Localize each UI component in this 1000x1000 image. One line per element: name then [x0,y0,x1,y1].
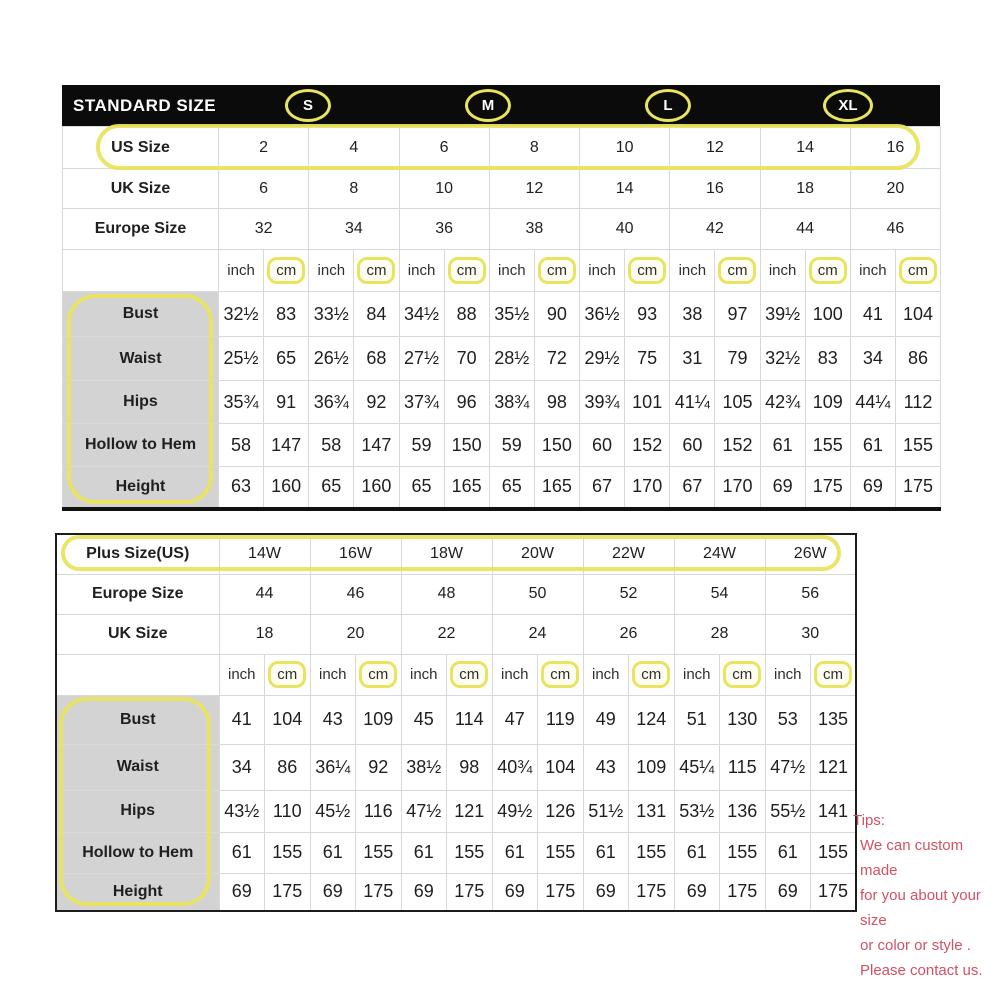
cell-europe-size-5: 42 [670,209,760,250]
cell-bust-10: 51 [674,695,720,744]
cell-height-9: 170 [625,467,670,509]
cell-height-12: 69 [765,873,811,911]
row-label-bust: Bust [56,695,219,744]
cell-hollow-to-hem-15: 155 [895,424,940,467]
cell-europe-size-2: 36 [399,209,489,250]
cell-height-6: 69 [492,873,538,911]
cell-bust-13: 100 [805,292,850,337]
cell-bust-5: 114 [447,695,493,744]
cell-waist-4: 38½ [401,744,447,790]
cell-us-size-7: 16 [850,127,940,169]
row-label-hips: Hips [56,790,219,832]
cell-hollow-to-hem-7: 150 [534,424,579,467]
cell-height-14: 69 [850,467,895,509]
highlight-cm-unit: cm [723,661,761,688]
table-row [63,169,941,209]
cell-bust-0: 32½ [219,292,264,337]
cell-hips-10: 41¼ [670,381,715,424]
highlight-cm-unit: cm [541,661,579,688]
cell-waist-7: 104 [538,744,584,790]
cell-uk-size-2: 22 [401,614,492,654]
tips-line: or color or style . [860,937,971,954]
cell-hips-11: 105 [715,381,760,424]
cell-waist-12: 47½ [765,744,811,790]
cell-europe-size-6: 44 [760,209,850,250]
cell-bust-14: 41 [850,292,895,337]
cell-height-10: 67 [670,467,715,509]
table-row [56,790,856,832]
cell-hips-12: 55½ [765,790,811,832]
cell-hollow-to-hem-1: 147 [264,424,309,467]
cell-hollow-to-hem-6: 61 [492,832,538,873]
cell-hollow-to-hem-10: 61 [674,832,720,873]
cell-hollow-to-hem-2: 58 [309,424,354,467]
units-row [56,654,856,695]
cell-bust-3: 84 [354,292,399,337]
tips-lines [853,833,999,983]
cell-hips-0: 35¾ [219,381,264,424]
cell-bust-7: 119 [538,695,584,744]
cell-height-11: 175 [720,873,766,911]
cell-waist-15: 86 [895,337,940,381]
unit-cm-2 [444,250,489,292]
unit-cm-1 [356,654,402,695]
table-row [56,614,856,654]
unit-inch-1: inch [309,250,354,292]
unit-inch-6: inch [760,250,805,292]
unit-cm-0 [265,654,311,695]
cell-bust-2: 33½ [309,292,354,337]
unit-cm-6 [805,250,850,292]
cell-us-size-1: 4 [309,127,399,169]
unit-cm-2 [447,654,493,695]
cell-hips-6: 38¾ [489,381,534,424]
cell-bust-8: 36½ [580,292,625,337]
cell-height-7: 175 [538,873,584,911]
cell-us-size-0: 2 [219,127,309,169]
cell-uk-size-6: 18 [760,169,850,209]
cell-plus-size-us-6: 26W [765,534,856,574]
cell-waist-9: 109 [629,744,675,790]
unit-cm-7 [895,250,940,292]
cell-height-9: 175 [629,873,675,911]
table-row [56,695,856,744]
cell-waist-8: 43 [583,744,629,790]
row-label-hips: Hips [63,381,219,424]
cell-bust-9: 93 [625,292,670,337]
cell-hips-8: 39¾ [580,381,625,424]
cell-waist-1: 86 [265,744,311,790]
cell-europe-size-7: 46 [850,209,940,250]
cell-plus-size-us-0: 14W [219,534,310,574]
row-label-units-empty [63,250,219,292]
cell-uk-size-4: 26 [583,614,674,654]
cell-hips-9: 131 [629,790,675,832]
table-row [56,574,856,614]
cell-europe-size-4: 52 [583,574,674,614]
cell-uk-size-7: 20 [850,169,940,209]
unit-inch-7: inch [850,250,895,292]
cell-height-3: 160 [354,467,399,509]
unit-cm-4 [629,654,675,695]
cell-hollow-to-hem-3: 147 [354,424,399,467]
highlight-cm-unit: cm [632,661,670,688]
table-row [63,337,941,381]
cell-hollow-to-hem-9: 152 [625,424,670,467]
cell-europe-size-2: 48 [401,574,492,614]
highlight-cm-unit: cm [718,257,756,284]
cell-bust-12: 53 [765,695,811,744]
cell-bust-8: 49 [583,695,629,744]
cell-uk-size-5: 16 [670,169,760,209]
cell-uk-size-1: 8 [309,169,399,209]
cell-europe-size-3: 38 [489,209,579,250]
cell-uk-size-2: 10 [399,169,489,209]
cell-hips-14: 44¼ [850,381,895,424]
cell-waist-5: 70 [444,337,489,381]
unit-inch-2: inch [401,654,447,695]
cell-hollow-to-hem-14: 61 [850,424,895,467]
table-row [63,127,941,169]
cell-height-6: 65 [489,467,534,509]
unit-inch-4: inch [583,654,629,695]
cell-hollow-to-hem-8: 61 [583,832,629,873]
cell-height-1: 160 [264,467,309,509]
row-label-europe-size: Europe Size [63,209,219,250]
cell-height-12: 69 [760,467,805,509]
cell-us-size-6: 14 [760,127,850,169]
cell-hollow-to-hem-10: 60 [670,424,715,467]
cell-height-11: 170 [715,467,760,509]
row-label-waist: Waist [56,744,219,790]
cell-hips-7: 98 [534,381,579,424]
cell-hips-4: 37¾ [399,381,444,424]
standard-size-title: STANDARD SIZE [73,96,217,115]
cell-hollow-to-hem-1: 155 [265,832,311,873]
tips-note [853,808,999,983]
row-label-uk-size: UK Size [56,614,219,654]
cell-hollow-to-hem-5: 150 [444,424,489,467]
row-label-hollow-to-hem: Hollow to Hem [63,424,219,467]
tips-line: We can custom made [860,837,964,879]
unit-inch-3: inch [489,250,534,292]
cell-height-2: 69 [310,873,356,911]
row-label-europe-size: Europe Size [56,574,219,614]
cell-uk-size-0: 6 [219,169,309,209]
table-row [63,381,941,424]
cell-europe-size-0: 44 [219,574,310,614]
cell-europe-size-3: 50 [492,574,583,614]
cell-us-size-2: 6 [399,127,489,169]
cell-height-0: 69 [219,873,265,911]
tips-line: Please contact us. [860,962,983,979]
cell-plus-size-us-3: 20W [492,534,583,574]
cell-hips-1: 110 [265,790,311,832]
tips-line: for you about your size [860,887,981,929]
highlight-cm-unit: cm [268,661,306,688]
cell-bust-11: 97 [715,292,760,337]
cell-hollow-to-hem-11: 152 [715,424,760,467]
cell-waist-4: 27½ [399,337,444,381]
cell-bust-1: 104 [265,695,311,744]
cell-hollow-to-hem-4: 59 [399,424,444,467]
unit-inch-0: inch [219,250,264,292]
cell-us-size-4: 10 [580,127,670,169]
unit-cm-5 [720,654,766,695]
unit-inch-5: inch [674,654,720,695]
cell-bust-0: 41 [219,695,265,744]
cell-hips-5: 121 [447,790,493,832]
highlight-cm-unit: cm [899,257,937,284]
cell-height-10: 69 [674,873,720,911]
row-label-height: Height [63,467,219,509]
cell-hollow-to-hem-5: 155 [447,832,493,873]
cell-bust-15: 104 [895,292,940,337]
cell-uk-size-6: 30 [765,614,856,654]
cell-height-13: 175 [811,873,857,911]
unit-inch-3: inch [492,654,538,695]
highlight-cm-unit: cm [448,257,486,284]
cell-hollow-to-hem-13: 155 [805,424,850,467]
cell-waist-11: 79 [715,337,760,381]
cell-europe-size-4: 40 [580,209,670,250]
cell-hips-5: 96 [444,381,489,424]
cell-hips-2: 36¾ [309,381,354,424]
cell-bust-5: 88 [444,292,489,337]
cell-hips-13: 141 [811,790,857,832]
tips-title: Tips: [853,812,885,829]
unit-inch-4: inch [580,250,625,292]
cell-height-8: 67 [580,467,625,509]
size-badge-l: L [645,89,691,122]
cell-bust-7: 90 [534,292,579,337]
cell-height-13: 175 [805,467,850,509]
row-label-hollow-to-hem: Hollow to Hem [56,832,219,873]
unit-cm-5 [715,250,760,292]
unit-inch-5: inch [670,250,715,292]
cell-hollow-to-hem-4: 61 [401,832,447,873]
cell-hips-1: 91 [264,381,309,424]
size-badge-xl: XL [823,89,873,122]
cell-hips-3: 92 [354,381,399,424]
unit-inch-2: inch [399,250,444,292]
unit-cm-4 [625,250,670,292]
unit-cm-3 [538,654,584,695]
table-row [63,292,941,337]
cell-waist-3: 92 [356,744,402,790]
cell-uk-size-0: 18 [219,614,310,654]
unit-inch-6: inch [765,654,811,695]
unit-cm-0 [264,250,309,292]
cell-waist-10: 31 [670,337,715,381]
cell-waist-13: 121 [811,744,857,790]
cell-height-5: 175 [447,873,493,911]
cell-waist-0: 25½ [219,337,264,381]
standard-size-header [62,85,940,126]
row-label-plus-size-us: Plus Size(US) [56,534,219,574]
cell-plus-size-us-1: 16W [310,534,401,574]
highlight-cm-unit: cm [357,257,395,284]
cell-bust-1: 83 [264,292,309,337]
cell-hips-6: 49½ [492,790,538,832]
cell-waist-1: 65 [264,337,309,381]
cell-hollow-to-hem-9: 155 [629,832,675,873]
table-row [56,744,856,790]
cell-uk-size-4: 14 [580,169,670,209]
table-row [56,534,856,574]
cell-hollow-to-hem-11: 155 [720,832,766,873]
cell-height-2: 65 [309,467,354,509]
cell-height-5: 165 [444,467,489,509]
cell-hips-4: 47½ [401,790,447,832]
highlight-cm-unit: cm [359,661,397,688]
cell-height-1: 175 [265,873,311,911]
size-badge-m: M [465,89,511,122]
cell-height-7: 165 [534,467,579,509]
standard-size-grid [62,126,941,511]
cell-waist-8: 29½ [580,337,625,381]
cell-waist-0: 34 [219,744,265,790]
row-label-units-empty [56,654,219,695]
unit-cm-1 [354,250,399,292]
highlight-cm-unit: cm [267,257,305,284]
row-label-bust: Bust [63,292,219,337]
cell-bust-12: 39½ [760,292,805,337]
units-row [63,250,941,292]
highlight-cm-unit: cm [628,257,666,284]
cell-plus-size-us-5: 24W [674,534,765,574]
standard-size-table [62,85,940,511]
cell-bust-13: 135 [811,695,857,744]
plus-size-table [55,533,855,912]
cell-us-size-3: 8 [489,127,579,169]
unit-cm-3 [534,250,579,292]
cell-hips-9: 101 [625,381,670,424]
highlight-cm-unit: cm [538,257,576,284]
cell-height-8: 69 [583,873,629,911]
cell-bust-6: 47 [492,695,538,744]
highlight-cm-unit: cm [450,661,488,688]
table-row [63,424,941,467]
cell-hollow-to-hem-12: 61 [760,424,805,467]
cell-bust-4: 34½ [399,292,444,337]
cell-height-0: 63 [219,467,264,509]
cell-waist-6: 40¾ [492,744,538,790]
cell-hollow-to-hem-7: 155 [538,832,584,873]
cell-waist-5: 98 [447,744,493,790]
table-row [56,873,856,911]
table-row [63,209,941,250]
cell-waist-12: 32½ [760,337,805,381]
cell-waist-6: 28½ [489,337,534,381]
cell-height-3: 175 [356,873,402,911]
cell-bust-4: 45 [401,695,447,744]
cell-hollow-to-hem-0: 61 [219,832,265,873]
table-row [56,832,856,873]
cell-us-size-5: 12 [670,127,760,169]
highlight-cm-unit: cm [814,661,852,688]
size-badge-s: S [285,89,331,122]
table-row [63,467,941,509]
cell-height-4: 65 [399,467,444,509]
row-label-us-size: US Size [63,127,219,169]
cell-waist-3: 68 [354,337,399,381]
cell-hips-11: 136 [720,790,766,832]
row-label-waist: Waist [63,337,219,381]
cell-hollow-to-hem-12: 61 [765,832,811,873]
cell-europe-size-5: 54 [674,574,765,614]
cell-uk-size-1: 20 [310,614,401,654]
cell-hollow-to-hem-3: 155 [356,832,402,873]
cell-europe-size-1: 34 [309,209,399,250]
cell-waist-2: 26½ [309,337,354,381]
cell-europe-size-6: 56 [765,574,856,614]
cell-hips-7: 126 [538,790,584,832]
cell-bust-6: 35½ [489,292,534,337]
cell-hips-0: 43½ [219,790,265,832]
unit-inch-0: inch [219,654,265,695]
cell-height-4: 69 [401,873,447,911]
cell-bust-11: 130 [720,695,766,744]
unit-cm-6 [811,654,857,695]
row-label-uk-size: UK Size [63,169,219,209]
cell-plus-size-us-4: 22W [583,534,674,574]
cell-hips-2: 45½ [310,790,356,832]
unit-inch-1: inch [310,654,356,695]
cell-hollow-to-hem-13: 155 [811,832,857,873]
cell-hollow-to-hem-6: 59 [489,424,534,467]
plus-size-grid [55,533,857,912]
cell-europe-size-1: 46 [310,574,401,614]
cell-bust-2: 43 [310,695,356,744]
cell-waist-13: 83 [805,337,850,381]
cell-hips-12: 42¾ [760,381,805,424]
cell-waist-7: 72 [534,337,579,381]
cell-waist-14: 34 [850,337,895,381]
cell-waist-10: 45¼ [674,744,720,790]
cell-hips-3: 116 [356,790,402,832]
cell-hollow-to-hem-8: 60 [580,424,625,467]
cell-uk-size-3: 24 [492,614,583,654]
cell-europe-size-0: 32 [219,209,309,250]
cell-hips-10: 53½ [674,790,720,832]
highlight-cm-unit: cm [809,257,847,284]
cell-bust-10: 38 [670,292,715,337]
cell-hips-15: 112 [895,381,940,424]
cell-hollow-to-hem-0: 58 [219,424,264,467]
cell-bust-9: 124 [629,695,675,744]
cell-hollow-to-hem-2: 61 [310,832,356,873]
cell-waist-9: 75 [625,337,670,381]
cell-plus-size-us-2: 18W [401,534,492,574]
cell-height-15: 175 [895,467,940,509]
cell-uk-size-5: 28 [674,614,765,654]
cell-hips-8: 51½ [583,790,629,832]
cell-hips-13: 109 [805,381,850,424]
cell-uk-size-3: 12 [489,169,579,209]
cell-bust-3: 109 [356,695,402,744]
cell-waist-11: 115 [720,744,766,790]
cell-waist-2: 36¼ [310,744,356,790]
row-label-height: Height [56,873,219,911]
